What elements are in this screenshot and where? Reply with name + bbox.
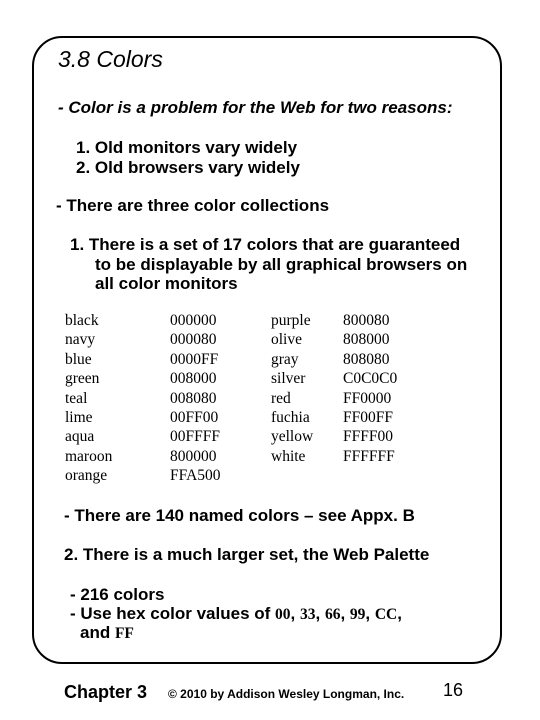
color-name: aqua xyxy=(65,428,95,446)
color-names-left xyxy=(65,311,112,486)
color-name: yellow xyxy=(271,428,314,446)
hex-value: CC xyxy=(374,606,398,623)
item2-text: 2. There is a much larger set, the Web Palette xyxy=(64,545,430,564)
reason-2: 2. Old browsers vary widely xyxy=(76,158,300,177)
color-code: C0C0C0 xyxy=(343,370,398,388)
color-code: 000080 xyxy=(170,331,217,349)
color-name: white xyxy=(271,447,306,465)
color-name: lime xyxy=(65,409,93,427)
palette-and-line xyxy=(80,623,134,643)
color-code: 008080 xyxy=(170,389,217,407)
slide-title: 3.8 Colors xyxy=(58,46,163,72)
color-name: maroon xyxy=(65,447,113,465)
named-colors-note: - There are 140 named colors – see Appx. B xyxy=(64,506,415,525)
color-name: fuchia xyxy=(271,409,310,427)
color-names-right xyxy=(271,311,313,466)
color-code: 800080 xyxy=(343,312,390,329)
palette-hex-line: - Use hex color values of 00, 33, 66, 99, CC, xyxy=(70,604,402,623)
hex-value: FF xyxy=(114,625,134,642)
footer-copyright: © 2010 by Addison Wesley Longman, Inc. xyxy=(168,687,405,701)
color-code: 808080 xyxy=(343,350,390,368)
item1-line3: all color monitors xyxy=(95,274,238,293)
color-name: red xyxy=(271,389,291,407)
color-name: purple xyxy=(271,312,311,329)
color-code: 808000 xyxy=(343,331,390,349)
color-code: 008000 xyxy=(170,370,217,388)
color-name: orange xyxy=(65,467,108,485)
hex-value: 99 xyxy=(349,606,366,623)
palette-count: - 216 colors xyxy=(70,585,165,604)
hex-value: 00 xyxy=(275,606,291,623)
color-code: FFFFFF xyxy=(343,447,395,465)
color-name: navy xyxy=(65,331,96,349)
palette-hex-prefix: - Use hex color values of xyxy=(70,604,271,623)
color-name: teal xyxy=(65,389,88,407)
color-name: green xyxy=(65,370,100,388)
color-code: 00FF00 xyxy=(170,409,219,427)
color-code: 0000FF xyxy=(170,350,219,368)
color-code: FF0000 xyxy=(343,389,392,407)
item1-line2: to be displayable by all graphical browsers on xyxy=(95,255,468,274)
color-name: black xyxy=(65,312,99,329)
footer-chapter: Chapter 3 xyxy=(64,682,148,702)
color-codes-left xyxy=(170,311,221,486)
page-number: 16 xyxy=(443,680,464,700)
color-code: FF00FF xyxy=(343,409,393,427)
item1-line1: 1. There is a set of 17 colors that are guaranteed xyxy=(70,235,461,254)
collections-heading: - There are three color collections xyxy=(56,196,330,215)
color-code: 800000 xyxy=(170,447,217,465)
color-name: gray xyxy=(271,350,299,368)
color-code: FFFF00 xyxy=(343,428,393,446)
color-code: 00FFFF xyxy=(170,428,220,446)
hex-value: 66 xyxy=(324,606,341,623)
color-name: blue xyxy=(65,350,92,368)
color-code: FFA500 xyxy=(170,467,221,485)
palette-and: and xyxy=(80,623,111,642)
color-code: 000000 xyxy=(170,312,217,329)
intro-text: - Color is a problem for the Web for two reasons: xyxy=(58,98,453,117)
hex-value: 33 xyxy=(299,606,316,623)
color-name: silver xyxy=(271,370,306,388)
color-codes-right xyxy=(343,311,397,466)
reason-1: 1. Old monitors vary widely xyxy=(76,138,298,157)
color-name: olive xyxy=(271,331,302,349)
